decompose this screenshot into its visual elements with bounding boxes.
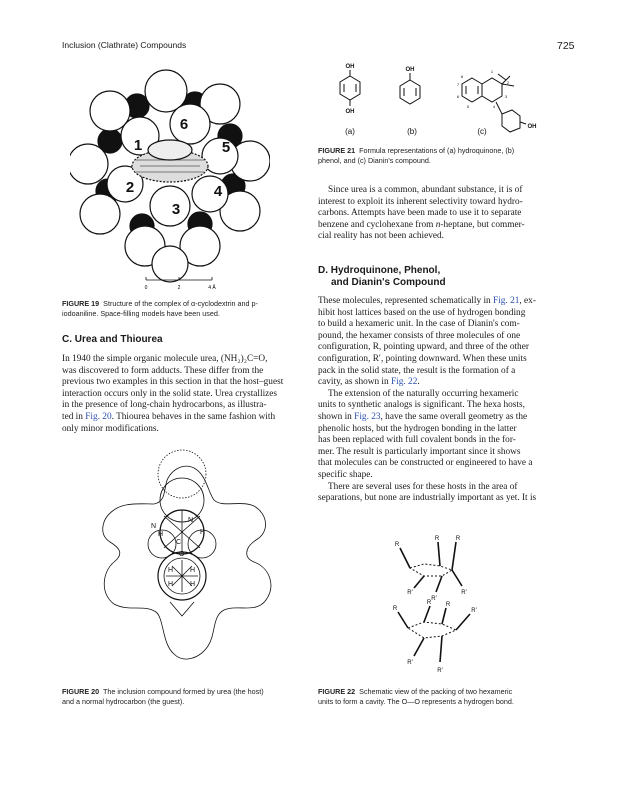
text-line: to build a hexameric unit. In the case of Dianin's com- [318, 319, 520, 330]
text-line: Since urea is a common, abundant substance, it is of [328, 185, 523, 195]
page-number: 725 [557, 40, 575, 52]
atom-label: H [200, 529, 206, 536]
urea-paragraph [318, 185, 554, 243]
section-c-paragraph [62, 354, 302, 435]
running-title: Inclusion (Clathrate) Compounds [62, 40, 187, 50]
r-label: R′ [407, 590, 413, 596]
fig21-link[interactable]: Fig. 21 [493, 296, 520, 306]
text-line: pound, the hexamer consists of three molecules of one [318, 330, 521, 341]
atom-number: 6 [456, 94, 460, 99]
text-line: carbons. Attempts have been made to use it to separate [318, 208, 522, 219]
caption-label: FIGURE 19 [62, 299, 100, 308]
fig22-link[interactable]: Fig. 22 [391, 377, 418, 388]
caption-text: phenol, and (c) Dianin's compound. [318, 155, 431, 165]
caption-text: Formula representations of (a) hydroquinone, (b) [359, 146, 515, 155]
panel-label-b: (b) [407, 127, 417, 136]
text-line: cial reality has not been achieved. [318, 231, 444, 242]
r-label: R [392, 606, 398, 612]
fig19-label-1: 1 [133, 137, 143, 154]
text-line: These molecules, represented schematically in Fig. 21, ex- [318, 296, 536, 306]
atom-label: O [179, 551, 185, 558]
section-d-body [318, 296, 554, 505]
oh-label: OH [345, 109, 355, 115]
text-line: ted in Fig. 20. Thiourea behaves in the same fashion with [62, 411, 276, 422]
fig19-label-3: 3 [171, 201, 181, 218]
text-line: benzene and cyclohexane from n-heptane, but commer- [318, 219, 525, 230]
text-line: shown in Fig. 23, have the same overall geometry as the [318, 411, 528, 422]
fig19-label-2: 2 [125, 179, 135, 196]
fig23-link[interactable]: Fig. 23 [354, 411, 381, 422]
fig19-label-4: 4 [213, 183, 223, 200]
text-line: in the presence of long-chain hydrocarbons, as illustra- [62, 400, 267, 411]
r-label: R [445, 602, 451, 608]
atom-label: H [190, 581, 196, 588]
text-line: separations, but none are industrially important as yet. It is [318, 493, 537, 504]
figure-21-caption [318, 146, 558, 165]
atom-label: H [158, 531, 164, 538]
oh-label: OH [405, 67, 415, 73]
r-label: R [455, 536, 461, 542]
text-line: mer. The result is particularly important since it shows [318, 446, 521, 457]
text-line: has been replaced with full covalent bonds in the for- [318, 435, 516, 446]
text-line: specific shape. [318, 469, 373, 480]
text-line: interaction occurs only in the solid state. Urea crystallizes [62, 388, 278, 399]
text-line: There are several uses for these hosts in the area of [328, 481, 518, 492]
r-label: R′ [461, 590, 467, 596]
caption-label: FIGURE 21 [318, 146, 356, 155]
atom-number: 2 [506, 80, 510, 85]
atom-number: 4 [492, 104, 496, 109]
atom-number: 3 [504, 94, 508, 99]
r-label: R′ [437, 668, 443, 674]
text-line: configuration, R′, pointing downward. When these units [318, 353, 527, 364]
atom-label: H [168, 567, 174, 574]
figure-20-caption [62, 687, 302, 706]
r-label: R′ [407, 660, 413, 666]
oh-label: OH [527, 124, 537, 130]
r-label: R′ [431, 596, 437, 602]
caption-text: The inclusion compound formed by urea (the host) [103, 687, 264, 696]
text-line: phenolic hosts, but the hydrogen bonding in the latter [318, 423, 517, 434]
text-line: cavity, as shown in Fig. 22. [318, 377, 420, 388]
text-line: interest to exploit its inherent selectivity toward hydro- [318, 196, 523, 207]
section-c-heading: C. Urea and Thiourea [62, 334, 163, 345]
text-line: The extension of the naturally occurring hexameric [328, 388, 519, 399]
figure-22-hexamer-packing [380, 530, 490, 680]
r-label: R [426, 600, 432, 606]
r-label: R′ [471, 608, 477, 614]
figure-20-urea-inclusion [84, 444, 280, 678]
caption-text: units to form a cavity. The O—O represents a hydrogen bond. [318, 696, 514, 706]
caption-text: Schematic view of the packing of two hexameric [359, 687, 513, 696]
text-line: pack in the solid state, the result is the formation of a [318, 365, 516, 376]
atom-number: 8 [460, 74, 464, 79]
panel-label-a: (a) [345, 127, 355, 136]
caption-text: and a normal hydrocarbon (the guest). [62, 696, 185, 706]
atom-label: N [151, 523, 157, 530]
atom-label: H [190, 567, 196, 574]
text-line: was discovered to form adducts. These differ from the [62, 365, 264, 376]
scale-tick: 4 Å [208, 285, 216, 291]
section-d-heading: D. Hydroquinone, Phenol, and Dianin's Compound [318, 265, 446, 288]
text-line: previous two examples in this section in that the host–guest [62, 377, 284, 388]
atom-number: 1 [490, 69, 494, 74]
text-line: configuration, R, pointing upward, and three of the other [318, 342, 529, 353]
atom-number: 7 [456, 82, 460, 87]
text-line: that molecules can be constructed or engineered to have a [318, 458, 533, 469]
r-label: R [394, 542, 400, 548]
atom-number: 5 [466, 104, 470, 109]
caption-label: FIGURE 22 [318, 687, 356, 696]
figure-22-caption [318, 687, 558, 706]
figure-19-caption [62, 299, 302, 318]
text-line: In 1940 the simple organic molecule urea, (NH₂)₂C=O, [62, 354, 268, 364]
text-line: only minor modifications. [62, 423, 159, 434]
r-label: R [434, 536, 440, 542]
fig20-link[interactable]: Fig. 20 [85, 411, 112, 422]
fig19-label-6: 6 [179, 116, 189, 133]
caption-text: Structure of the complex of α-cyclodextrin and p- [103, 299, 258, 308]
fig19-label-5: 5 [221, 139, 231, 156]
oh-label: OH [345, 64, 355, 70]
atom-label: N [188, 517, 194, 524]
scale-tick: 2 [177, 285, 181, 291]
atom-label: H [168, 581, 174, 588]
text-line: hibit host lattices based on the use of hydrogen bonding [318, 307, 526, 318]
figure-21-formulas [318, 58, 558, 138]
caption-label: FIGURE 20 [62, 687, 100, 696]
figure-19-cyclodextrin-model [70, 66, 270, 292]
atom-label: C [176, 539, 182, 546]
panel-label-c: (c) [477, 127, 487, 136]
text-line: units to synthetic analogs is significant. The hexa hosts, [318, 400, 525, 411]
scale-tick: 0 [144, 285, 148, 291]
caption-text: iodoaniline. Space-filling models have been used. [62, 308, 220, 318]
